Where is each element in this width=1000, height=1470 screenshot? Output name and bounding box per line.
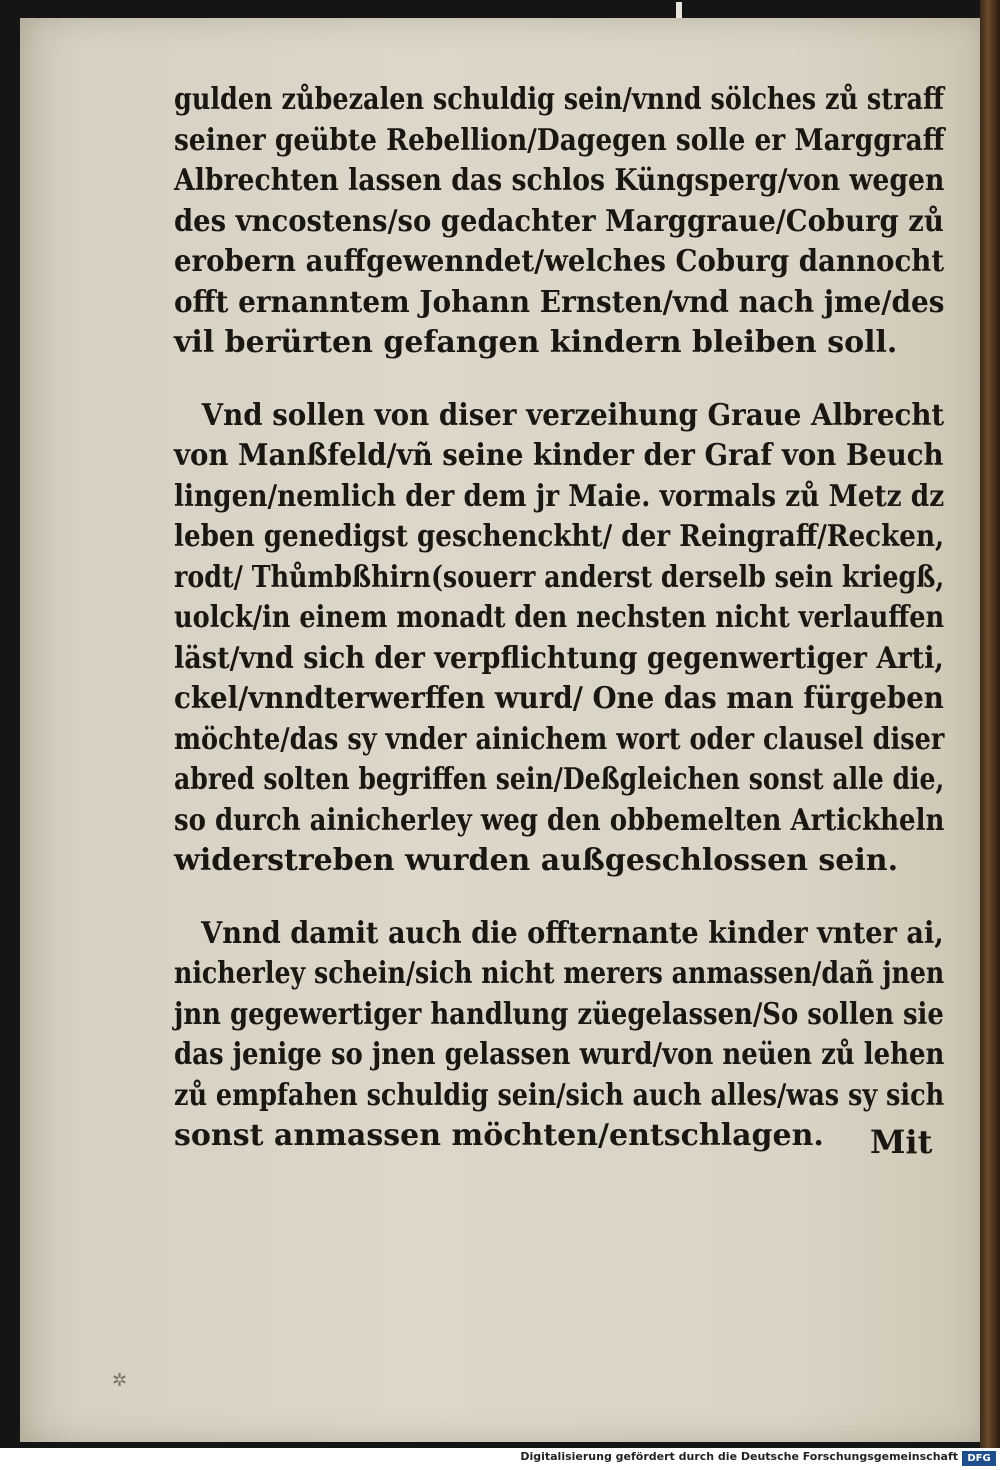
text-line: rodt/ Thůmbßhirn(souerr anderst derselb sein kriegß, xyxy=(174,559,945,595)
text-line: Vnd sollen von diser verzeihung Graue Albrecht xyxy=(201,397,945,433)
text-line: sonst anmassen möchten/entschlagen. xyxy=(174,1118,824,1153)
footer-credit: Digitalisierung gefördert durch die Deutsche Forschungsgemeinschaft xyxy=(520,1450,958,1463)
text-line: uolck/in einem monadt den nechsten nicht verlauffen xyxy=(174,600,945,635)
paragraph-1 xyxy=(174,80,944,364)
text-line: nicherley schein/sich nicht merers anmassen/dañ jnen xyxy=(174,956,945,991)
text-line: vil berürten gefangen kindern bleiben soll. xyxy=(174,325,898,360)
text-line: leben genedigst geschenckht/ der Reingraff/Recken, xyxy=(174,519,945,554)
paragraph-3 xyxy=(174,914,944,1157)
paragraph-2 xyxy=(174,396,944,882)
digitization-footer xyxy=(0,1448,1000,1470)
text-line: des vncostens/so gedachter Marggraue/Coburg zů xyxy=(174,203,944,239)
page-edge-mark xyxy=(676,2,682,18)
text-line: Vnnd damit auch die offternante kinder vnter ai, xyxy=(201,915,944,951)
text-line: seiner geübte Rebellion/Dagegen solle er Marggraff xyxy=(174,122,945,158)
text-line: läst/vnd sich der verpflichtung gegenwertiger Arti, xyxy=(174,640,944,676)
paragraph-gap xyxy=(174,364,944,396)
text-line: zů empfahen schuldig sein/sich auch alles/was sy sich xyxy=(174,1077,945,1113)
ink-smudge: ✲ xyxy=(112,1370,128,1391)
text-line: von Manßfeld/vñ seine kinder der Graf von Beuch xyxy=(174,438,944,473)
book-spine xyxy=(980,0,1000,1448)
text-line: ckel/vnndterwerffen wurd/ One das man fürgeben xyxy=(174,681,944,716)
text-line: erobern auffgewenndet/welches Coburg dannocht xyxy=(174,244,945,279)
text-line: das jenige so jnen gelassen wurd/von neüen zů lehen xyxy=(174,1037,945,1072)
text-line: jnn gegewertiger handlung züegelassen/So sollen sie xyxy=(174,996,944,1032)
text-line: offt ernanntem Johann Ernsten/vnd nach jme/des xyxy=(174,284,945,320)
text-line: abred solten begriffen sein/Deßgleichen sonst alle die, xyxy=(174,762,945,797)
paragraph-gap xyxy=(174,882,944,914)
page-body-text xyxy=(174,80,944,1157)
text-line: gulden zůbezalen schuldig sein/vnnd sölches zů straff xyxy=(174,82,944,117)
text-line: möchte/das sy vnder ainichem wort oder clausel diser xyxy=(174,721,945,757)
text-line: Albrechten lassen das schlos Küngsperg/von wegen xyxy=(174,163,945,198)
dfg-logo: DFG xyxy=(962,1451,996,1466)
text-line: lingen/nemlich der dem jr Maie. vormals zů Metz dz xyxy=(174,478,945,514)
text-line: so durch ainicherley weg den obbemelten Artickheln xyxy=(174,802,945,838)
text-line: widerstreben wurden außgeschlossen sein. xyxy=(174,843,899,878)
catchword: Mit xyxy=(870,1123,933,1161)
